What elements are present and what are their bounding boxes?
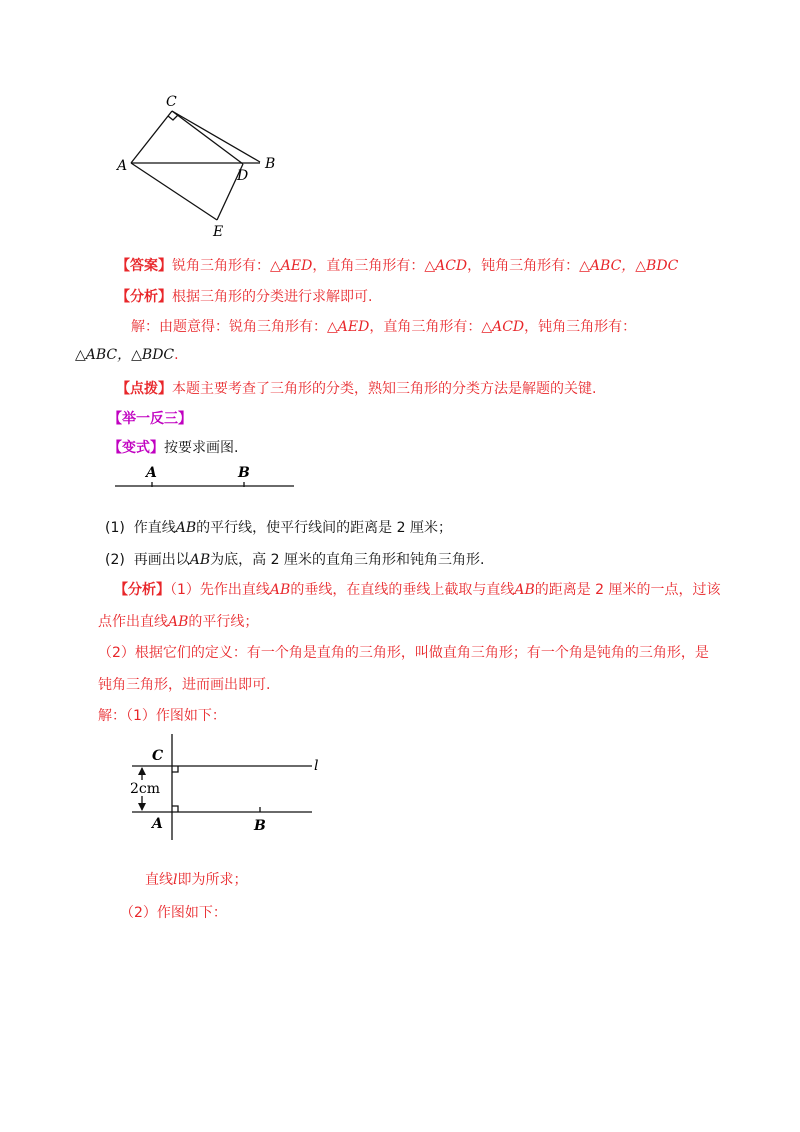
question-number: (1) bbox=[105, 520, 125, 536]
solution-obtuse-value: △ABC，△BDC bbox=[75, 347, 175, 363]
solution-right-value: △ACD bbox=[481, 319, 525, 335]
answer-separator: ， bbox=[312, 258, 327, 274]
section-title: 【举一反三】 bbox=[108, 411, 192, 427]
segment-ae bbox=[131, 163, 217, 220]
line-label: l bbox=[173, 872, 178, 888]
question-text: 为底，高 2 厘米的直角三角形和钝角三角形. bbox=[210, 552, 485, 568]
analysis-tag: 【分析】 bbox=[116, 289, 172, 305]
parallel-lines-figure bbox=[124, 732, 330, 842]
solution-right-label: ，直角三角形有： bbox=[369, 319, 482, 335]
label-d: D bbox=[237, 168, 249, 184]
label-b: B bbox=[238, 465, 250, 481]
label-a: A bbox=[146, 465, 157, 481]
segment-label: AB bbox=[269, 582, 291, 598]
question-text: 的平行线，使平行线间的距离是 2 厘米； bbox=[196, 520, 452, 536]
label-c: C bbox=[152, 748, 164, 764]
triangle-figure bbox=[110, 90, 290, 240]
solution-end: . bbox=[174, 347, 179, 363]
variant-tag: 【变式】 bbox=[108, 440, 164, 456]
analysis2-text: 的垂线，在直线的垂线上截取与直线 bbox=[290, 582, 515, 598]
right-angle-mark-top bbox=[172, 766, 178, 772]
analysis2-text: 的距离是 2 厘米的一点，过该 bbox=[534, 582, 721, 598]
question-number: (2) bbox=[105, 552, 125, 568]
question-2 bbox=[105, 550, 484, 570]
right-angle-mark-bottom bbox=[172, 806, 178, 812]
label-a: A bbox=[152, 816, 163, 832]
distance-label: 2cm bbox=[130, 781, 161, 797]
tip-tag: 【点拨】 bbox=[116, 381, 172, 397]
label-e: E bbox=[213, 224, 224, 240]
label-l: l bbox=[314, 758, 319, 774]
conclusion-text: 即为所求； bbox=[177, 872, 248, 888]
analysis2-text: 的平行线； bbox=[188, 614, 259, 630]
answer-line bbox=[116, 256, 678, 276]
segment-ac bbox=[131, 111, 172, 163]
analysis-line bbox=[116, 287, 372, 307]
variant-text: 按要求画图. bbox=[164, 440, 239, 456]
solution-prefix: 解：由题意得：锐角三角形有： bbox=[131, 319, 327, 335]
label-b: B bbox=[254, 818, 266, 834]
variant-line bbox=[108, 438, 238, 458]
question-text: 再画出以 bbox=[133, 552, 190, 568]
analysis2-line-3: （2）根据它们的定义：有一个角是直角的三角形，叫做直角三角形；有一个角是钝角的三角形，是 bbox=[98, 645, 709, 661]
conclusion-line bbox=[145, 870, 247, 890]
tip-text: 本题主要考查了三角形的分类，熟知三角形的分类方法是解题的关键. bbox=[172, 381, 597, 397]
answer-right-value: △ACD bbox=[424, 258, 468, 274]
label-c: C bbox=[166, 94, 177, 110]
conclusion-text: 直线 bbox=[145, 872, 173, 888]
analysis2-text: （1）先作出直线 bbox=[170, 582, 270, 598]
solution-line-2 bbox=[75, 345, 179, 365]
label-b: B bbox=[265, 156, 276, 172]
answer-obtuse-value: △ABC，△BDC bbox=[579, 258, 679, 274]
segment-cb bbox=[172, 111, 260, 162]
analysis-text: 根据三角形的分类进行求解即可. bbox=[172, 289, 373, 305]
segment-label: AB bbox=[168, 614, 189, 630]
answer-tag: 【答案】 bbox=[116, 258, 172, 274]
label-a: A bbox=[117, 158, 128, 174]
solution-obtuse-label: ，钝角三角形有： bbox=[524, 319, 637, 335]
solve2-line-1: 解：（1）作图如下： bbox=[98, 708, 226, 724]
segment-cd bbox=[172, 111, 243, 164]
question-1 bbox=[105, 518, 452, 538]
answer-separator: ， bbox=[467, 258, 482, 274]
answer-acute-label: 锐角三角形有： bbox=[172, 258, 270, 274]
segment-label: AB bbox=[189, 552, 211, 568]
segment-label: AB bbox=[514, 582, 535, 598]
question-text: 作直线 bbox=[133, 520, 176, 536]
answer-acute-value: △AED bbox=[270, 258, 313, 274]
solve2-line-2: （2）作图如下： bbox=[120, 905, 227, 921]
right-angle-mark bbox=[168, 115, 178, 120]
arrowhead-up bbox=[138, 767, 146, 775]
answer-right-label: 直角三角形有： bbox=[326, 258, 425, 274]
solution-line-1 bbox=[131, 317, 636, 337]
analysis2-line-4: 钝角三角形，进而画出即可. bbox=[98, 677, 271, 693]
analysis2-text: 点作出直线 bbox=[98, 614, 168, 630]
arrowhead-down bbox=[138, 803, 146, 811]
solution-acute-value: △AED bbox=[327, 319, 370, 335]
analysis2-line-1 bbox=[114, 580, 721, 600]
segment-label: AB bbox=[175, 520, 197, 536]
analysis2-line-2 bbox=[98, 612, 258, 632]
answer-obtuse-label: 钝角三角形有： bbox=[481, 258, 580, 274]
line-ab-figure bbox=[112, 460, 302, 496]
tip-line bbox=[116, 379, 596, 399]
analysis2-tag: 【分析】 bbox=[114, 582, 170, 598]
